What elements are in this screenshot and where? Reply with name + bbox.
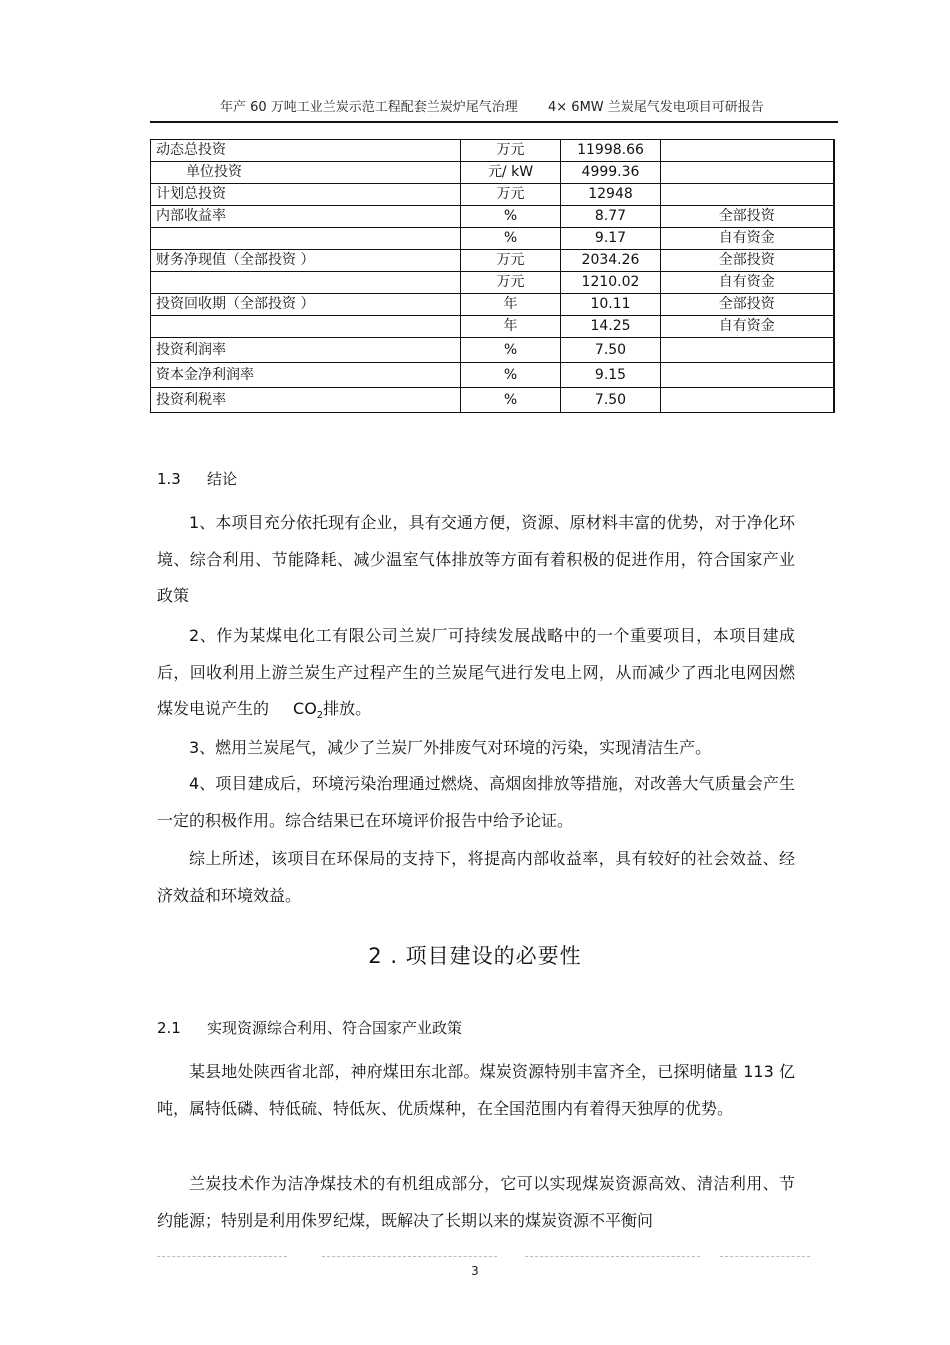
indicator-unit: % — [461, 338, 561, 363]
indicator-note — [661, 184, 834, 206]
indicator-value: 10.11 — [561, 294, 661, 316]
indicator-name: 投资回收期（全部投资 ） — [151, 294, 461, 316]
table-row — [151, 338, 834, 363]
indicator-note — [661, 363, 834, 388]
indicator-note — [661, 388, 834, 413]
table-row — [151, 206, 834, 228]
indicator-name: 计划总投资 — [151, 184, 461, 206]
indicator-note: 自有资金 — [661, 272, 834, 294]
indicator-name: 投资利润率 — [151, 338, 461, 363]
footer-rule-segment — [720, 1256, 810, 1257]
table-row — [151, 250, 834, 272]
section-2-1-heading — [157, 1017, 462, 1038]
header-rule — [150, 121, 838, 123]
indicator-unit: 元/ kW — [461, 162, 561, 184]
financial-indicators-table — [150, 139, 835, 413]
indicator-unit: % — [461, 363, 561, 388]
indicator-value: 7.50 — [561, 338, 661, 363]
footer-rule-segment — [525, 1256, 700, 1257]
section-title: 结论 — [207, 470, 238, 488]
indicator-name — [151, 316, 461, 338]
footer-rule-segment — [157, 1256, 287, 1257]
table-row — [151, 228, 834, 250]
indicator-unit: % — [461, 206, 561, 228]
conclusion-paragraph-5: 综上所述，该项目在环保局的支持下，将提高内部收益率，具有较好的社会效益、经济效益和环境效益。 — [157, 849, 795, 905]
indicator-value: 12948 — [561, 184, 661, 206]
co2-formula: $CO_2$排放。 — [293, 699, 372, 722]
indicator-unit: 万元 — [461, 250, 561, 272]
table-row — [151, 162, 834, 184]
indicator-unit: % — [461, 388, 561, 413]
chapter-2-title: 2 . 项目建设的必要性 — [368, 944, 582, 968]
indicator-value: 8.77 — [561, 206, 661, 228]
indicator-value: 11998.66 — [561, 140, 661, 162]
indicator-name — [151, 272, 461, 294]
necessity-paragraph-2: 兰炭技术作为洁净煤技术的有机组成部分，它可以实现煤炭资源高效、清洁利用、节约能源；特别是利用侏罗纪煤，既解决了长期以来的煤炭资源不平衡问 — [157, 1174, 795, 1230]
indicator-note: 自有资金 — [661, 228, 834, 250]
header-title-left: 年产 60 万吨工业兰炭示范工程配套兰炭炉尾气治理 — [220, 100, 518, 115]
section-title: 实现资源综合利用、符合国家产业政策 — [207, 1019, 463, 1037]
indicator-name: 单位投资 — [151, 162, 461, 184]
indicator-name: 财务净现值（全部投资 ） — [151, 250, 461, 272]
indicator-name: 投资利税率 — [151, 388, 461, 413]
table-row — [151, 184, 834, 206]
table-row — [151, 316, 834, 338]
page-number: 3 — [471, 1264, 479, 1278]
indicator-note: 全部投资 — [661, 206, 834, 228]
indicator-unit: 年 — [461, 294, 561, 316]
indicator-note: 全部投资 — [661, 294, 834, 316]
conclusion-paragraph-3: 3、燃用兰炭尾气，减少了兰炭厂外排废气对环境的污染，实现清洁生产。 — [189, 738, 712, 757]
indicator-value: 1210.02 — [561, 272, 661, 294]
conclusion-paragraph-4: 4、项目建成后，环境污染治理通过燃烧、高烟囱排放等措施，对改善大气质量会产生一定的积极作用。综合结果已在环境评价报告中给予论证。 — [157, 774, 795, 830]
section-number: 1.3 — [157, 470, 181, 488]
indicator-note — [661, 338, 834, 363]
table-row — [151, 363, 834, 388]
indicator-value: 7.50 — [561, 388, 661, 413]
indicator-value: 9.15 — [561, 363, 661, 388]
indicator-note — [661, 140, 834, 162]
indicator-name: 动态总投资 — [151, 140, 461, 162]
table-row — [151, 272, 834, 294]
indicator-name — [151, 228, 461, 250]
indicator-note: 自有资金 — [661, 316, 834, 338]
indicator-name: 内部收益率 — [151, 206, 461, 228]
indicator-note: 全部投资 — [661, 250, 834, 272]
indicator-unit: 万元 — [461, 140, 561, 162]
conclusion-paragraph-1: 1、本项目充分依托现有企业，具有交通方便，资源、原材料丰富的优势，对于净化环境、综合利用、节能降耗、减少温室气体排放等方面有着积极的促进作用，符合国家产业政策 — [157, 513, 795, 605]
indicator-name: 资本金净利润率 — [151, 363, 461, 388]
indicator-value: 14.25 — [561, 316, 661, 338]
table-row — [151, 140, 834, 162]
header-title-right: 4× 6MW 兰炭尾气发电项目可研报告 — [548, 100, 764, 115]
indicator-unit: 万元 — [461, 184, 561, 206]
section-1-3-heading — [157, 468, 237, 489]
table-row — [151, 294, 834, 316]
indicator-unit: 年 — [461, 316, 561, 338]
necessity-paragraph-1: 某县地处陕西省北部，神府煤田东北部。煤炭资源特别丰富齐全，已探明储量 113 亿吨，属特低磷、特低硫、特低灰、优质煤种，在全国范围内有着得天独厚的优势。 — [157, 1062, 795, 1118]
conclusion-paragraph-2-text: 2、作为某煤电化工有限公司兰炭厂可持续发展战略中的一个重要项目，本项目建成后，回收利用上游兰炭生产过程产生的兰炭尾气进行发电上网，从而减少了西北电网因燃煤发电说产生的 — [157, 626, 795, 718]
conclusion-paragraph-2 — [157, 618, 795, 735]
indicator-unit: 万元 — [461, 272, 561, 294]
footer-rule-segment — [322, 1256, 497, 1257]
table-row — [151, 388, 834, 413]
indicator-value: 9.17 — [561, 228, 661, 250]
section-number: 2.1 — [157, 1019, 181, 1037]
indicator-unit: % — [461, 228, 561, 250]
indicator-value: 2034.26 — [561, 250, 661, 272]
indicator-value: 4999.36 — [561, 162, 661, 184]
indicator-note — [661, 162, 834, 184]
